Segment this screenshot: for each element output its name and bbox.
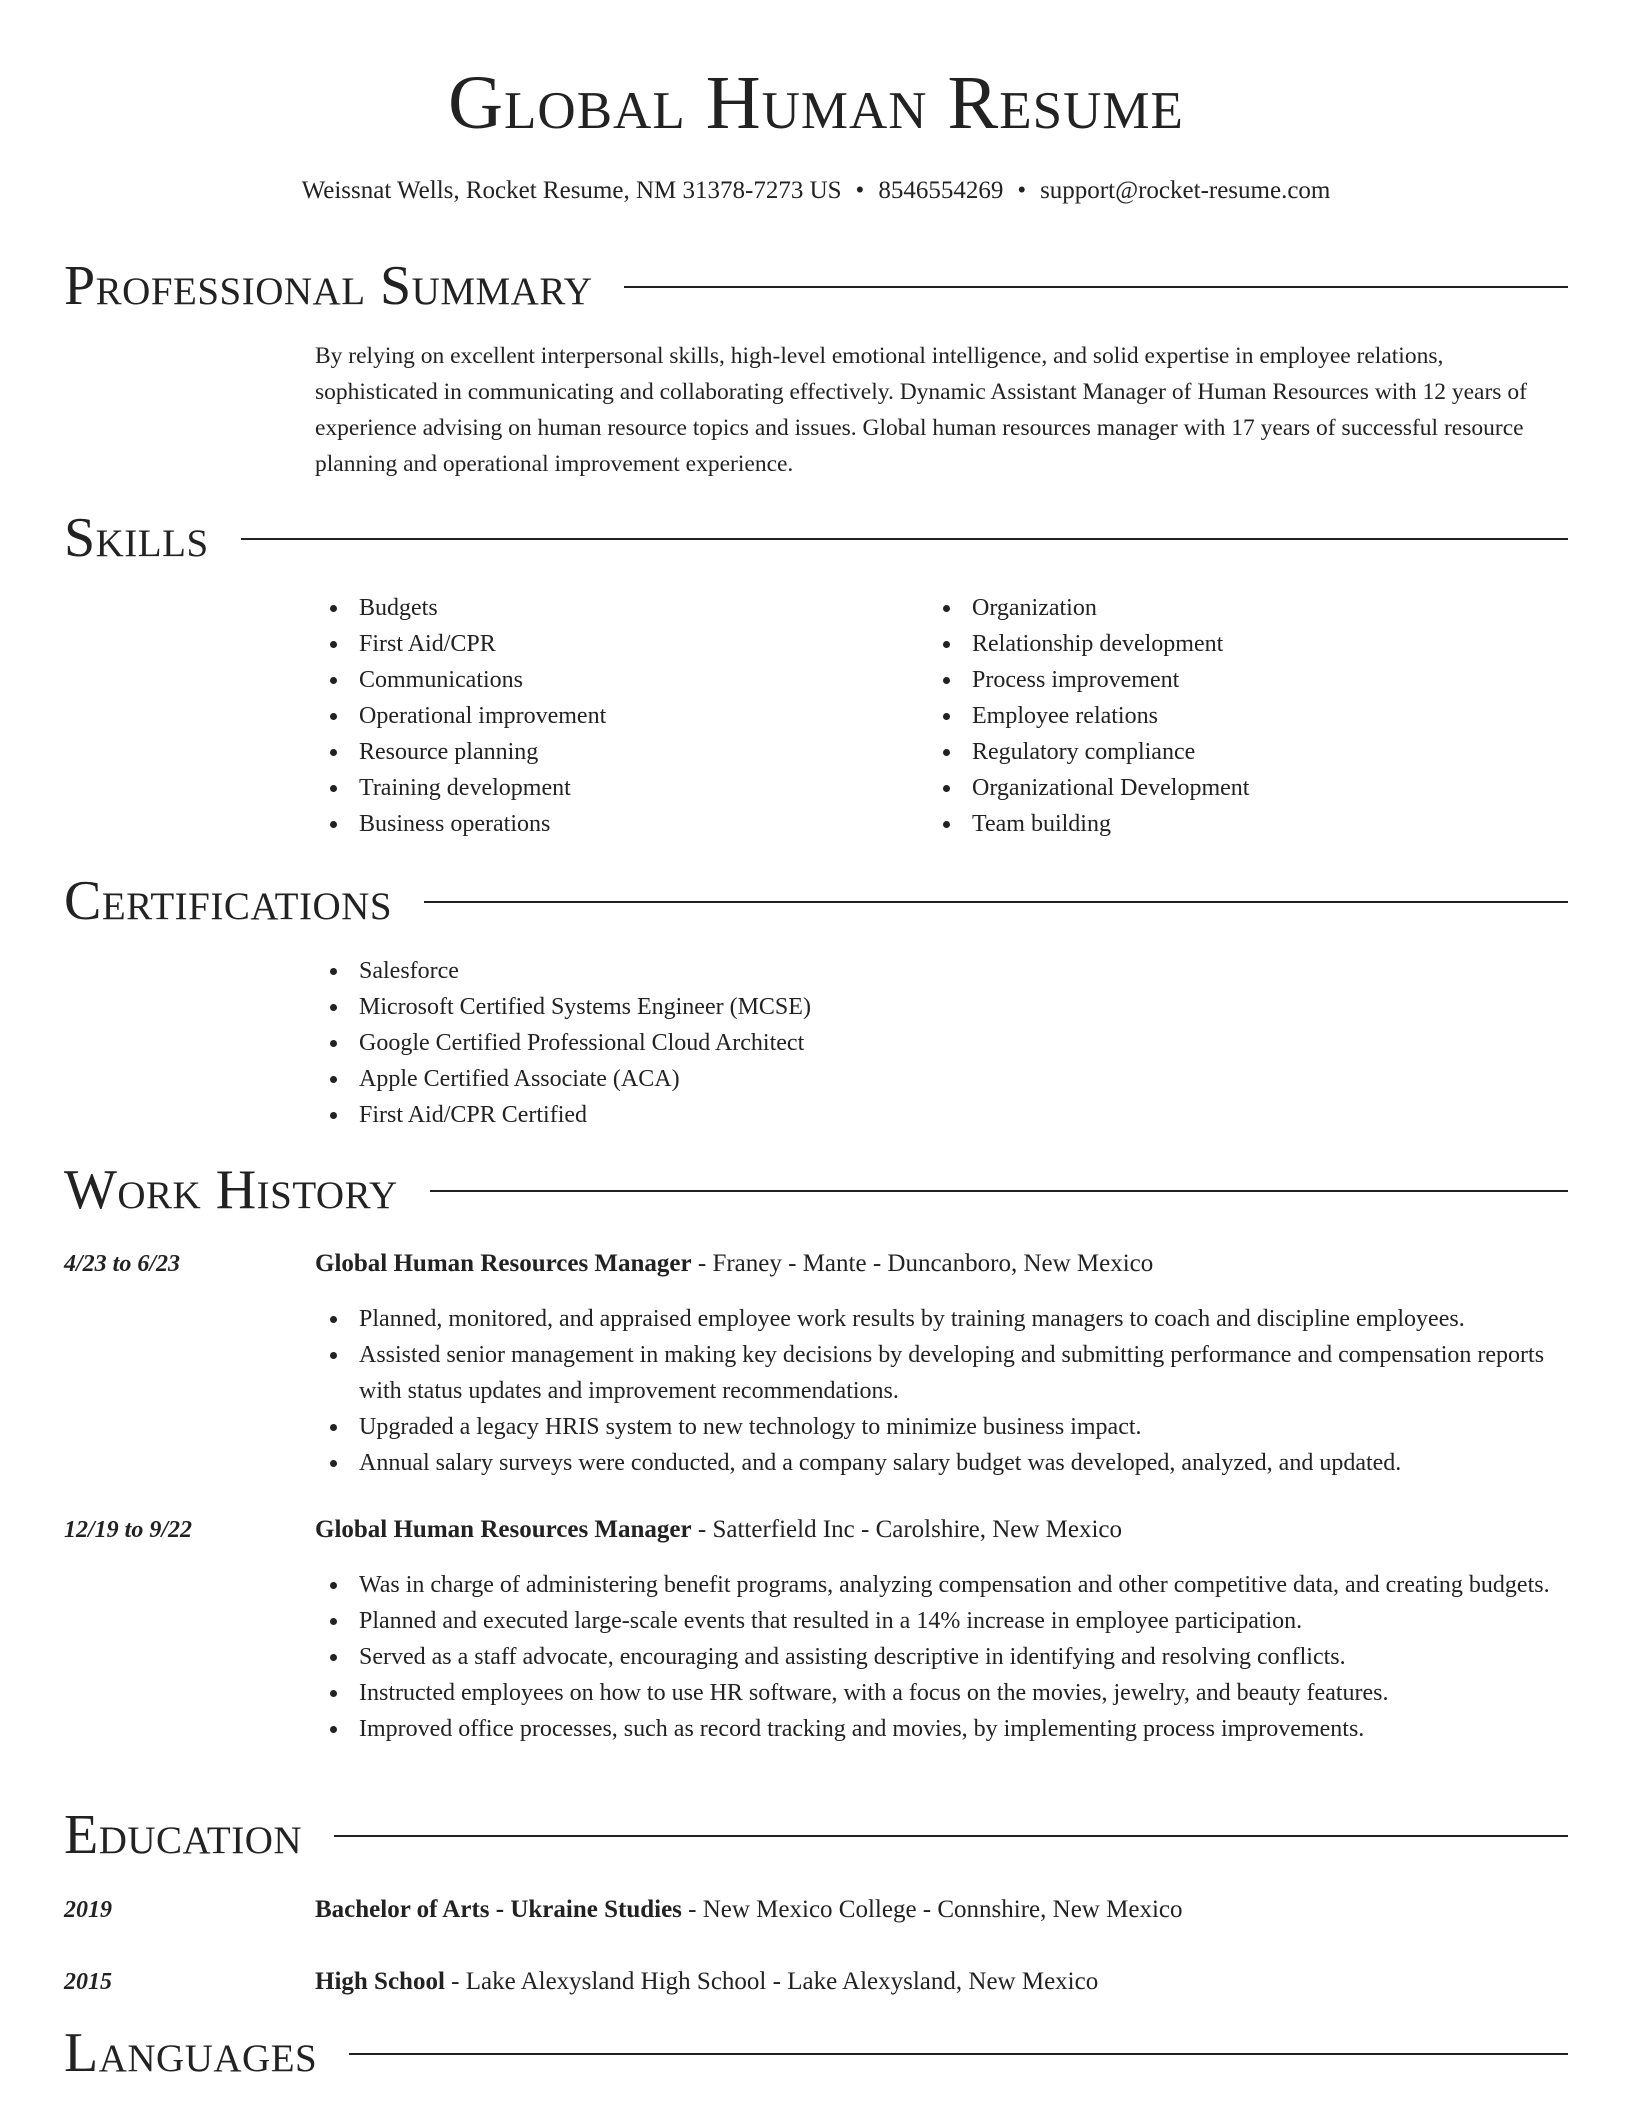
section-header-languages (64, 2020, 1568, 2086)
education-year: 2019 (64, 1897, 112, 1923)
skills-column-left (315, 590, 915, 842)
certifications-list (315, 953, 1569, 1133)
job-bullet: Was in charge of administering benefit programs, analyzing compensation and other competitive data, and creating budgets. (315, 1567, 1569, 1603)
contact-phone: 8546554269 (878, 177, 1004, 204)
summary-text: By relying on excellent interpersonal skills, high-level emotional intelligence, and solid expertise in employee relations, sophisticated in communicating and collaborating effectively. Dynamic Assistant Manager of Human Resources with 12 years of experience advising on human resource topics and issues. Global human resources manager with 17 years of successful resource planning and operational improvement experience. (315, 343, 1527, 477)
job-title: Global Human Resources Manager (315, 1250, 692, 1277)
section-divider (349, 2053, 1568, 2055)
job-bullets (315, 1567, 1569, 1747)
job-title: Global Human Resources Manager (315, 1516, 692, 1543)
job-bullet: Upgraded a legacy HRIS system to new technology to minimize business impact. (315, 1409, 1569, 1445)
certification-item: Apple Certified Associate (ACA) (315, 1061, 1569, 1097)
skill-item: Regulatory compliance (928, 734, 1528, 770)
section-header-summary (64, 253, 1568, 319)
contact-line (0, 175, 1632, 207)
skill-item: Process improvement (928, 662, 1528, 698)
skill-item: Organizational Development (928, 770, 1528, 806)
skill-item: Budgets (315, 590, 915, 626)
education-degree: High School (315, 1968, 445, 1995)
job-heading (315, 1246, 1569, 1282)
contact-address: Weissnat Wells, Rocket Resume, NM 31378-7273 US (301, 177, 842, 204)
skill-item: Resource planning (315, 734, 915, 770)
job-employer: - Franey - Mante - Duncanboro, New Mexico (691, 1250, 1154, 1277)
section-title-education: Education (64, 1804, 303, 1866)
skill-item: Organization (928, 590, 1528, 626)
job-heading (315, 1512, 1569, 1548)
job-bullet: Annual salary surveys were conducted, and a company salary budget was developed, analyzed, and updated. (315, 1445, 1569, 1481)
skills-column-right (928, 590, 1528, 842)
skill-item: Communications (315, 662, 915, 698)
contact-email[interactable]: support@rocket-resume.com (1040, 177, 1331, 204)
job-bullet: Instructed employees on how to use HR software, with a focus on the movies, jewelry, and beauty features. (315, 1675, 1569, 1711)
section-divider (241, 538, 1568, 540)
section-title-summary: Professional Summary (64, 255, 593, 317)
education-entry (315, 1892, 1569, 1928)
job-bullet: Served as a staff advocate, encouraging and assisting descriptive in identifying and resolving conflicts. (315, 1639, 1569, 1675)
education-school: - New Mexico College - Connshire, New Mexico (681, 1896, 1183, 1923)
contact-separator: • (855, 177, 865, 204)
section-title-languages: Languages (64, 2022, 318, 2084)
skill-item: Operational improvement (315, 698, 915, 734)
job-bullet: Assisted senior management in making key decisions by developing and submitting performance and compensation reports with status updates and improvement recommendations. (315, 1337, 1569, 1409)
skill-item: Employee relations (928, 698, 1528, 734)
job-dates: 12/19 to 9/22 (64, 1517, 193, 1543)
job-bullet: Improved office processes, such as record tracking and movies, by implementing process improvements. (315, 1711, 1569, 1747)
section-title-skills: Skills (64, 507, 209, 569)
section-divider (624, 286, 1568, 288)
certification-item: Google Certified Professional Cloud Architect (315, 1025, 1569, 1061)
education-year: 2015 (64, 1969, 112, 1995)
job-employer: - Satterfield Inc - Carolshire, New Mexico (691, 1516, 1123, 1543)
job-bullet: Planned and executed large-scale events that resulted in a 14% increase in employee participation. (315, 1603, 1569, 1639)
skill-item: First Aid/CPR (315, 626, 915, 662)
section-title-work-history: Work History (64, 1159, 398, 1221)
certification-item: First Aid/CPR Certified (315, 1097, 1569, 1133)
section-divider (424, 901, 1568, 903)
certification-item: Salesforce (315, 953, 1569, 989)
certification-item: Microsoft Certified Systems Engineer (MCSE) (315, 989, 1569, 1025)
job-bullet: Planned, monitored, and appraised employee work results by training managers to coach and discipline employees. (315, 1301, 1569, 1337)
education-school: - Lake Alexysland High School - Lake Alexysland, New Mexico (444, 1968, 1099, 1995)
job-bullets (315, 1301, 1569, 1481)
section-header-education (64, 1802, 1568, 1868)
education-entry (315, 1964, 1569, 2000)
section-divider (430, 1190, 1568, 1192)
skill-item: Team building (928, 806, 1528, 842)
section-header-work-history (64, 1157, 1568, 1223)
resume-title: Global Human Resume (448, 61, 1184, 145)
contact-separator: • (1017, 177, 1027, 204)
section-title-certifications: Certifications (64, 870, 393, 932)
section-header-skills (64, 505, 1568, 571)
section-divider (334, 1835, 1568, 1837)
skill-item: Business operations (315, 806, 915, 842)
education-degree: Bachelor of Arts - Ukraine Studies (315, 1896, 682, 1923)
skill-item: Relationship development (928, 626, 1528, 662)
section-header-certifications (64, 868, 1568, 934)
job-dates: 4/23 to 6/23 (64, 1251, 181, 1277)
skill-item: Training development (315, 770, 915, 806)
